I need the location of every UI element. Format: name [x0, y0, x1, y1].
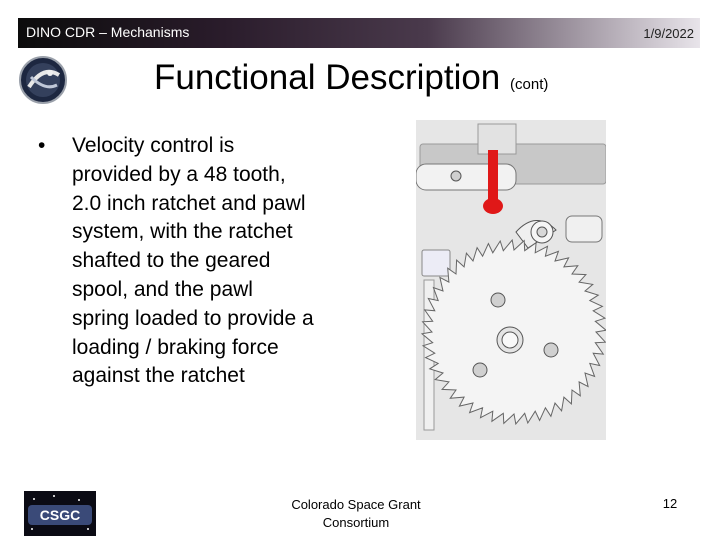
csgc-logo-text: CSGC: [39, 507, 81, 523]
bullet-line: spring loaded to provide a: [72, 306, 314, 330]
slide-title: [154, 58, 548, 98]
bullet-marker: •: [38, 134, 46, 157]
footer-organization: [276, 496, 436, 532]
header-date: 1/9/2022: [643, 26, 694, 41]
header-title: DINO CDR – Mechanisms: [26, 24, 190, 40]
ratchet-pawl-diagram: [416, 120, 606, 440]
bullet-line: spool, and the pawl: [72, 277, 253, 301]
bullet-line: loading / braking force: [72, 335, 279, 359]
csgc-logo-icon: [24, 491, 96, 536]
slide-title-main: Functional Description: [154, 58, 501, 97]
slide-title-suffix: (cont): [510, 76, 549, 93]
page-number: 12: [662, 496, 678, 511]
bullet-line: provided by a 48 tooth,: [72, 162, 286, 186]
bullet-line: 2.0 inch ratchet and pawl: [72, 191, 306, 215]
header-bar: [18, 18, 700, 48]
footer-line-2: Consortium: [322, 515, 390, 530]
bullet-line: Velocity control is: [72, 134, 235, 157]
bullet-line: against the ratchet: [72, 364, 245, 388]
footer-line-1: Colorado Space Grant: [291, 497, 421, 512]
bullet-line: system, with the ratchet: [72, 220, 293, 244]
bullet-line: shafted to the geared: [72, 249, 271, 273]
mission-logo-icon: [17, 55, 69, 105]
bullet-text: [72, 132, 372, 391]
